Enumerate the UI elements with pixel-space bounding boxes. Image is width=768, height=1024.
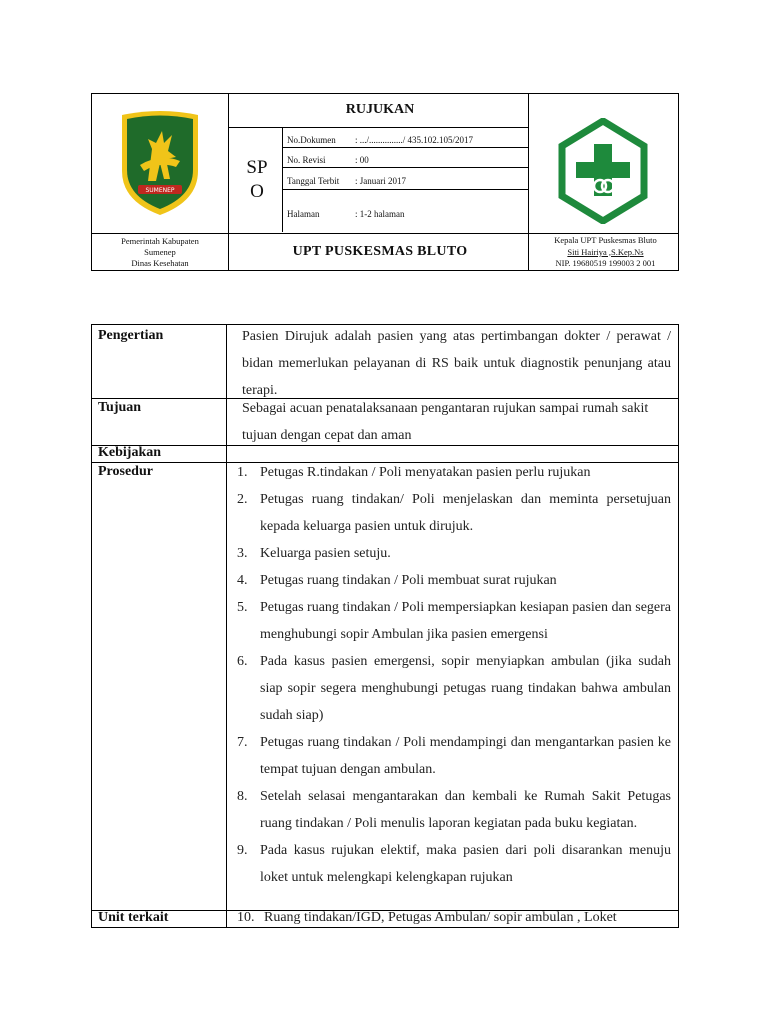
meta-row-document-number (287, 135, 473, 145)
spo-label (230, 156, 284, 204)
list-item (237, 904, 671, 931)
step-number: 2. (237, 492, 248, 507)
spo-line: O (250, 181, 264, 202)
puskesmas-logo (558, 118, 648, 224)
org-line: Dinas Kesehatan (131, 258, 189, 268)
meta-label: No.Dokumen (287, 135, 336, 145)
document-header (91, 93, 679, 271)
signatory-block (531, 235, 680, 270)
meta-value: : .../.............../ 435.102.105/2017 (355, 135, 474, 145)
section-label-pengertian: Pengertian (98, 328, 164, 343)
step-text: Setelah selasai mengantarakan dan kembali ke Rumah Sakit Petugas ruang tindakan / Poli menulis laporan kegiatan pada buku kegiatan. (260, 789, 671, 831)
header-divider (228, 127, 528, 128)
step-text: Pada kasus rujukan elektif, maka pasien dari poli disarankan menuju loket untuk melengkapi kelengkapan rujukan (260, 843, 671, 885)
list-item (237, 648, 671, 729)
step-text: Petugas R.tindakan / Poli menyatakan pasien perlu rujukan (260, 465, 591, 480)
meta-value: : Januari 2017 (355, 176, 406, 186)
header-divider (282, 189, 528, 190)
section-label-kebijakan: Kebijakan (98, 445, 162, 460)
list-item (237, 783, 671, 837)
facility-name: UPT PUSKESMAS BLUTO (292, 244, 468, 259)
meta-row-issue-date (287, 176, 406, 186)
list-item (237, 567, 671, 594)
step-text: Pada kasus pasien emergensi, sopir menyiapkan ambulan (jika sudah siap sopir segera menghubungi petugas ruang tindakan bahwa ambulan sudah siap) (260, 654, 671, 723)
list-item (237, 540, 671, 567)
meta-label: No. Revisi (287, 155, 326, 165)
signatory-name: Siti Hairiya ,S.Kep.Ns (567, 246, 644, 257)
step-text: Petugas ruang tindakan / Poli mendampingi dan mengantarkan pasien ke tempat tujuan dengan ambulan. (260, 735, 671, 777)
header-divider (92, 233, 678, 234)
emblem-ribbon-text: SUMENEP (145, 187, 175, 194)
step-number: 3. (237, 546, 248, 561)
step-number: 4. (237, 573, 248, 588)
meta-value: : 00 (355, 155, 369, 165)
header-divider (282, 147, 528, 148)
step-number: 6. (237, 654, 248, 669)
issuing-organization (92, 236, 228, 269)
section-label-tujuan: Tujuan (98, 400, 142, 415)
section-text-pengertian: Pasien Dirujuk adalah pasien yang atas pertimbangan dokter / perawat / bidan memerlukan pelayanan di RS baik untuk diagnostik penunjang atau terapi. (242, 329, 671, 398)
meta-row-pages (287, 209, 404, 219)
step-text: Petugas ruang tindakan / Poli mempersiapkan kesiapan pasien dan segera menghubungi sopir Ambulan jika pasien emergensi (260, 600, 671, 642)
step-number: 5. (237, 600, 248, 615)
step-text: Petugas ruang tindakan / Poli membuat surat rujukan (260, 573, 557, 588)
step-number: 8. (237, 789, 248, 804)
table-divider (226, 325, 227, 927)
list-item (237, 459, 671, 486)
section-label-prosedur: Prosedur (98, 464, 153, 479)
meta-label: Halaman (287, 209, 320, 219)
header-divider (282, 167, 528, 168)
step-number: 10. (237, 910, 255, 925)
meta-value: : 1-2 halaman (355, 209, 405, 219)
document-title: RUJUKAN (345, 102, 415, 117)
sumenep-emblem-logo (118, 109, 202, 217)
procedure-steps (237, 459, 671, 891)
list-item (237, 837, 671, 891)
procedure-table (91, 324, 679, 928)
list-item (237, 486, 671, 540)
signatory-role: Kepala UPT Puskesmas Bluto (554, 235, 657, 245)
meta-row-revision (287, 155, 369, 165)
step-number: 7. (237, 735, 248, 750)
org-line: Sumenep (144, 247, 176, 257)
header-divider (228, 94, 229, 270)
step-number: 1. (237, 465, 248, 480)
spo-line: SP (246, 157, 268, 178)
section-label-unit-terkait: Unit terkait (98, 910, 169, 925)
list-item (237, 594, 671, 648)
section-text-tujuan: Sebagai acuan penatalaksanaan pengantaran rujukan sampai rumah sakit tujuan dengan cepat dan aman (242, 401, 649, 443)
step-text: Keluarga pasien setuju. (260, 546, 391, 561)
step-text: Ruang tindakan/IGD, Petugas Ambulan/ sopir ambulan , Loket (264, 910, 617, 925)
unit-terkait-row (237, 904, 671, 931)
step-text: Petugas ruang tindakan/ Poli menjelaskan dan meminta persetujuan kepada keluarga pasien untuk dirujuk. (260, 492, 671, 534)
meta-label: Tanggal Terbit (287, 176, 340, 186)
org-line: Pemerintah Kabupaten (121, 236, 199, 246)
list-item (237, 729, 671, 783)
signatory-nip: NIP. 19680519 199003 2 001 (555, 258, 656, 268)
step-number: 9. (237, 843, 248, 858)
